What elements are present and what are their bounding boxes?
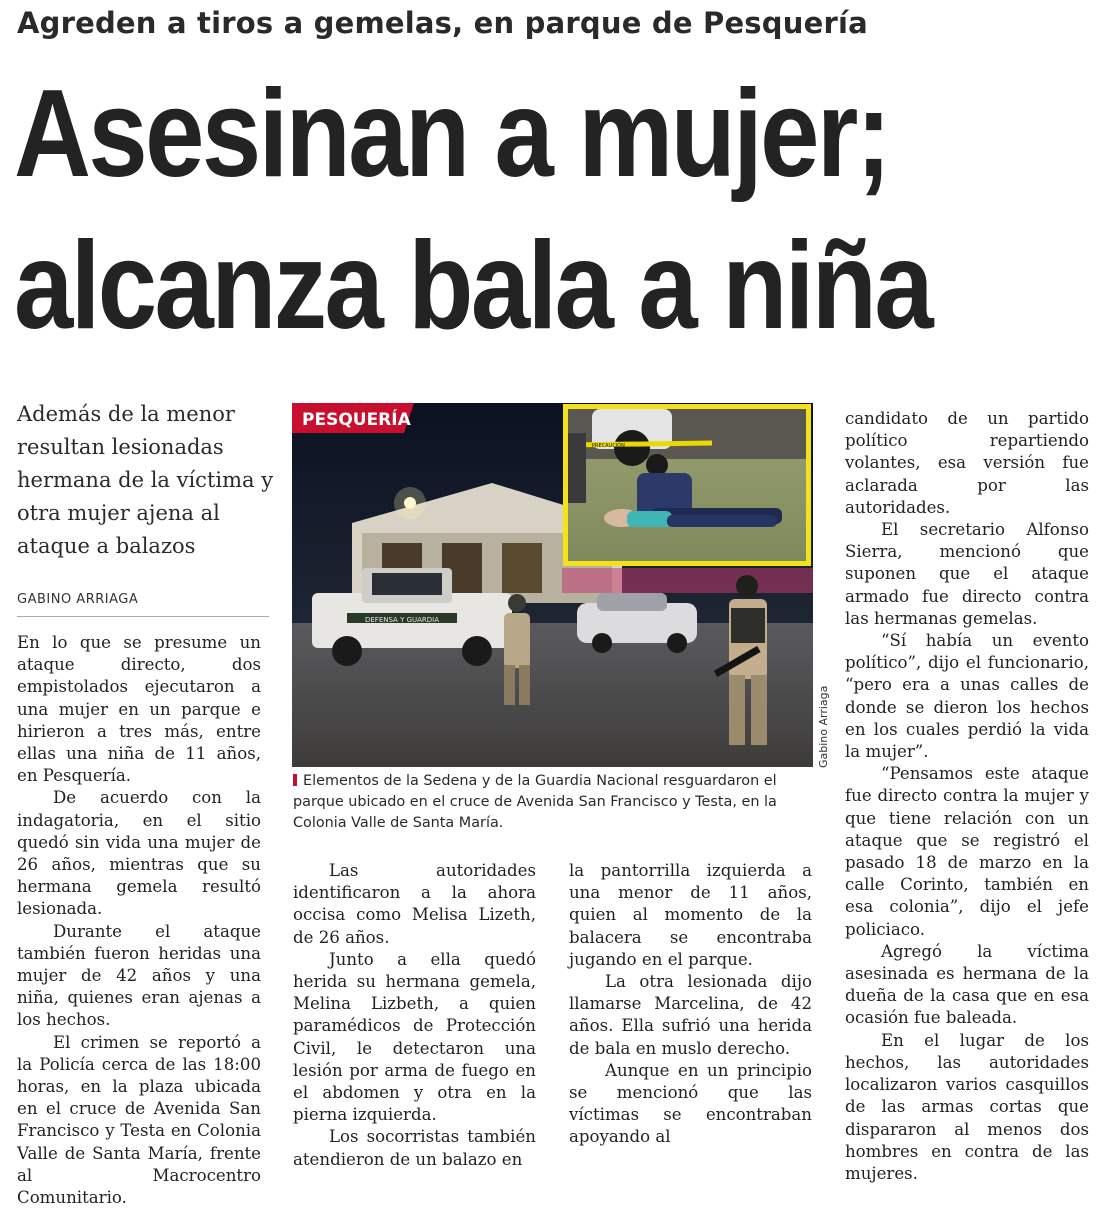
paragraph: Aunque en un principio se mencionó que las víctimas se encontraban apoyando al: [569, 1060, 812, 1147]
body-column-1: [17, 632, 261, 1209]
section-tag: [292, 403, 414, 433]
paragraph: Los socorristas también atendieron de un balazo en: [293, 1127, 536, 1169]
kicker: Agreden a tiros a gemelas, en parque de Pesquería: [17, 6, 868, 40]
paragraph: De acuerdo con la indagatoria, en el sitio quedó sin vida una mujer de 26 años, mientras que su hermana gemela resultó lesionada.: [17, 788, 261, 919]
photo-scene: [292, 403, 813, 767]
paragraph: La otra lesionada dijo llamarse Marcelina, de 42 años. Ella sufrió una herida de bala en muslo derecho.: [569, 972, 812, 1058]
svg-text:PRECAUCIÓN: PRECAUCIÓN: [592, 443, 625, 449]
news-photo: [292, 403, 813, 767]
photo-caption: [293, 771, 813, 834]
paragraph: El secretario Alfonso Sierra, mencionó que suponen que el ataque armado fue directo contra las hermanas gemelas.: [845, 520, 1089, 628]
paragraph: “Sí había un evento político”, dijo el funcionario, “pero era a unas calles de donde se dieron los hechos en los cuales perdió la vida la mujer”.: [845, 631, 1089, 762]
body-column-2: [293, 860, 536, 1171]
headline-line-2: alcanza bala a niña: [14, 217, 932, 355]
caption-text: Elementos de la Sedena y de la Guardia Nacional resguardaron el parque ubicado en el cruce de Avenida San Francisco y Testa, en la Colonia Valle de Santa María.: [293, 773, 777, 831]
paragraph: En lo que se presume un ataque directo, dos empistolados ejecutaron a una mujer en un parque e hirieron a tres más, entre ellas una niña de 11 años, en Pesquería.: [17, 633, 261, 786]
paragraph: El crimen se reportó a la Policía cerca de las 18:00 horas, en la plaza ubicada en el cruce de Avenida San Francisco y Testa en Colonia Valle de Santa María, frente al Macrocentro Comunitario.: [17, 1032, 261, 1208]
paragraph: “Pensamos este ataque fue directo contra la mujer y que tiene relación con un ataque que se registró el pasado 18 de marzo en la calle Corinto, también en esa colonia”, dijo el jefe policiaco.: [845, 764, 1089, 939]
section-tag-text: PESQUERÍA: [302, 410, 411, 430]
photo-credit: Gabino Arriaga: [817, 685, 830, 768]
paragraph: la pantorrilla izquierda a una menor de 11 años, quien al momento de la balacera se encontraba jugando en el parque.: [569, 861, 812, 969]
caution-tape: [568, 443, 712, 445]
paragraph: En el lugar de los hechos, las autoridades localizaron varios casquillos de las armas cortas que dispararon al menos dos hombres en contra de las mujeres.: [845, 1030, 1089, 1183]
paragraph: Durante el ataque también fueron heridas una mujer de 42 años y una niña, quienes eran ajenas a los hechos.: [17, 921, 261, 1030]
paragraph: Junto a ella quedó herida su hermana gemela, Melina Lizbeth, a quien paramédicos de Protección Civil, le detectaron una lesión por arma de fuego en el abdomen y otra en la pierna izquierda.: [293, 949, 536, 1125]
body-column-3: [569, 860, 812, 1149]
vehicle-text: DEFENSA Y GUARDIA: [364, 616, 440, 624]
byline-rule: [17, 616, 269, 617]
deck: Además de la menor resultan lesionadas hermana de la víctima y otra mujer ajena al ataque a balazos: [17, 402, 274, 558]
caption-marker: [293, 774, 297, 786]
inset-photo: [563, 404, 811, 566]
paragraph: candidato de un partido político repartiendo volantes, esa versión fue aclarada por las autoridades.: [845, 409, 1089, 517]
paragraph: Las autoridades identificaron a la ahora occisa como Melisa Lizeth, de 26 años.: [293, 861, 536, 947]
body-column-4: [845, 408, 1089, 1185]
headline-line-1: Asesinan a mujer;: [14, 65, 889, 203]
byline: GABINO ARRIAGA: [17, 592, 139, 607]
paragraph: Agregó la víctima asesinada es hermana de la dueña de la casa que en esa ocasión fue baleada.: [845, 941, 1089, 1028]
